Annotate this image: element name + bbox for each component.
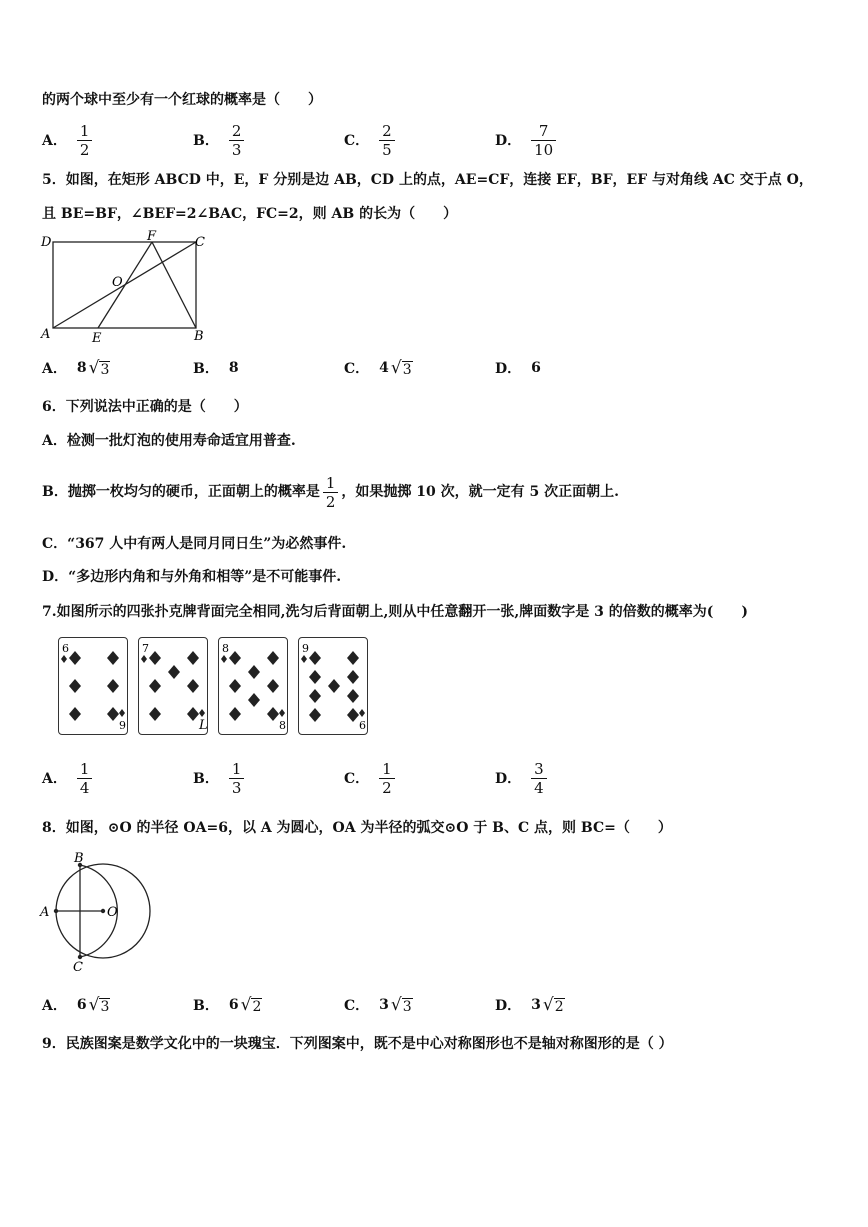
q5-option-a[interactable]: A． 8 √ 3 bbox=[42, 358, 110, 378]
card-rank-bottom: 9 bbox=[119, 719, 126, 732]
card-rank-bottom: 8 bbox=[279, 719, 286, 732]
label-a: A bbox=[41, 327, 51, 342]
q8-option-d[interactable]: D． 3 √ 2 bbox=[495, 995, 564, 1015]
q5-options bbox=[42, 346, 828, 390]
q6-option-b[interactable]: B．抛掷一枚均匀的硬币，正面朝上的概率是 $\frac{1}{2}$ ，如果抛掷 10 次，就一定有 5 次正面朝上. bbox=[42, 473, 619, 511]
label-b: B bbox=[194, 329, 204, 344]
sqrt-expression: 8 √ 3 bbox=[76, 358, 110, 378]
playing-card-7 bbox=[138, 637, 208, 735]
sqrt-expression: 3 √ 3 bbox=[379, 995, 412, 1015]
sqrt-expression: 6 √ 3 bbox=[76, 995, 110, 1015]
q8-circle-figure bbox=[36, 850, 156, 974]
q8-options bbox=[42, 983, 828, 1027]
card-rank-bottom: 6 bbox=[359, 719, 366, 732]
fraction: $\frac{7}{10}$ bbox=[531, 122, 556, 159]
card-rank-bottom: L bbox=[199, 718, 207, 733]
q7-option-b[interactable]: B． $\frac{1}{3}$ bbox=[193, 756, 244, 800]
label-b: B bbox=[74, 851, 84, 866]
label-o: O bbox=[112, 275, 123, 290]
q7-stem: 7.如图所示的四张扑克牌背面完全相同,洗匀后背面朝上,则从中任意翻开一张,牌面数字是 3 的倍数的概率为( ) bbox=[42, 604, 748, 620]
q5-option-b[interactable]: B． 8 bbox=[193, 360, 239, 377]
q6-option-c[interactable]: C．“367 人中有两人是同月同日生”为必然事件. bbox=[42, 536, 347, 552]
q5-stem-line1: 5．如图，在矩形 ABCD 中，E，F 分别是边 AB，CD 上的点，AE=CF，连接 EF，BF，EF 与对角线 AC 交于点 O， bbox=[42, 172, 813, 188]
q7-option-a[interactable]: A． $\frac{1}{4}$ bbox=[42, 756, 92, 800]
q5-option-d[interactable]: D． 6 bbox=[495, 360, 541, 377]
q4-option-b[interactable]: B． $\frac{2}{3}$ bbox=[193, 118, 244, 162]
fraction: $\frac{2}{5}$ bbox=[379, 122, 395, 159]
q7-option-d[interactable]: D． $\frac{3}{4}$ bbox=[495, 756, 547, 800]
playing-card-8 bbox=[218, 637, 288, 735]
card-rank: 8 bbox=[222, 642, 229, 655]
sqrt-expression: 3 √ 2 bbox=[531, 995, 564, 1015]
sqrt-expression: 4 √ 3 bbox=[379, 358, 412, 378]
q4-tail: 的两个球中至少有一个红球的概率是（ ） bbox=[42, 92, 322, 108]
fraction: $\frac{1}{2}$ bbox=[77, 122, 93, 159]
label-c: C bbox=[73, 960, 83, 974]
label-f: F bbox=[147, 229, 157, 244]
label-e: E bbox=[92, 331, 102, 346]
q8-option-a[interactable]: A． 6 √ 3 bbox=[42, 995, 110, 1015]
q5-option-c[interactable]: C． 4 √ 3 bbox=[344, 358, 412, 378]
fraction: $\frac{1}{4}$ bbox=[77, 760, 93, 797]
q4-option-a[interactable]: A． $\frac{1}{2}$ bbox=[42, 118, 92, 162]
label-d: D bbox=[41, 235, 52, 250]
sqrt-expression: 6 √ 2 bbox=[228, 995, 262, 1015]
card-rank: 6 bbox=[62, 642, 69, 655]
q8-option-c[interactable]: C． 3 √ 3 bbox=[344, 995, 412, 1015]
label-a: A bbox=[40, 905, 50, 920]
fraction: $\frac{1}{2}$ bbox=[379, 760, 395, 797]
q5-stem-line2: 且 BE=BF，∠BEF=2∠BAC，FC=2，则 AB 的长为（ ） bbox=[42, 206, 458, 222]
fraction: $\frac{3}{4}$ bbox=[531, 760, 547, 797]
q8-option-b[interactable]: B． 6 √ 2 bbox=[193, 995, 262, 1015]
q8-stem: 8．如图，⊙O 的半径 OA=6，以 A 为圆心，OA 为半径的弧交⊙O 于 B、C 点，则 BC=（ ） bbox=[42, 820, 672, 836]
playing-card-6 bbox=[58, 637, 128, 735]
q9-stem: 9．民族图案是数学文化中的一块瑰宝．下列图案中，既不是中心对称图形也不是轴对称图形的是（ ） bbox=[42, 1036, 673, 1052]
q7-options bbox=[42, 756, 828, 800]
q5-rectangle-figure bbox=[36, 228, 216, 346]
card-rank: 7 bbox=[142, 642, 149, 655]
q7-option-c[interactable]: C． $\frac{1}{2}$ bbox=[344, 756, 395, 800]
fraction: $\frac{1}{3}$ bbox=[229, 760, 245, 797]
q6-option-d[interactable]: D．“多边形内角和与外角和相等”是不可能事件. bbox=[42, 569, 342, 585]
label-o: O bbox=[107, 905, 118, 920]
fraction: $\frac{2}{3}$ bbox=[229, 122, 245, 159]
card-rank: 9 bbox=[302, 642, 309, 655]
q4-option-c[interactable]: C． $\frac{2}{5}$ bbox=[344, 118, 395, 162]
q4-option-d[interactable]: D． $\frac{7}{10}$ bbox=[495, 118, 556, 162]
q4-options bbox=[42, 118, 828, 162]
label-c: C bbox=[195, 235, 205, 250]
q6-stem: 6．下列说法中正确的是（ ） bbox=[42, 399, 248, 415]
q6-option-a[interactable]: A．检测一批灯泡的使用寿命适宜用普查. bbox=[42, 433, 296, 449]
playing-card-9 bbox=[298, 637, 368, 735]
fraction: $\frac{1}{2}$ bbox=[323, 474, 339, 511]
segment-ef bbox=[98, 242, 152, 328]
